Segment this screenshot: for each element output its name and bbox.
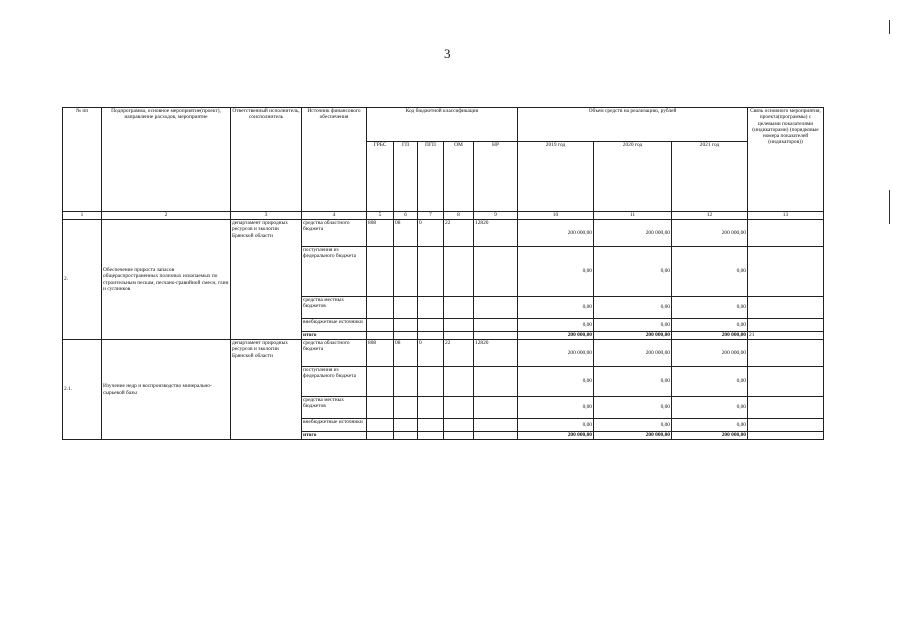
- header-pgp: ПГП: [418, 142, 444, 212]
- code-nr: [474, 332, 518, 340]
- header-year-2021: 2021 год: [672, 142, 748, 212]
- indicator-link: 21: [748, 332, 824, 340]
- amount-2021: 0,00: [672, 397, 748, 419]
- amount-2019: 0,00: [518, 397, 594, 419]
- col-number: 6: [394, 212, 418, 220]
- amount-2019: 200 000,00: [518, 220, 594, 247]
- code-om: 22: [444, 340, 474, 367]
- code-grbs: 808: [367, 340, 394, 367]
- code-om: [444, 432, 474, 440]
- code-gp: 08: [394, 340, 418, 367]
- amount-2021: 200 000,00: [672, 220, 748, 247]
- funding-source: поступления из федерального бюджета: [302, 247, 367, 297]
- amount-2020: 200 000,00: [594, 220, 672, 247]
- col-number: 11: [594, 212, 672, 220]
- header-gp: ГП: [394, 142, 418, 212]
- block-number: 2.1.: [63, 340, 102, 440]
- budget-table: [62, 107, 824, 440]
- header-year-2019: 2019 год: [518, 142, 594, 212]
- indicator-link: [748, 367, 824, 397]
- code-grbs: 808: [367, 220, 394, 247]
- code-gp: 08: [394, 220, 418, 247]
- amount-2019: 0,00: [518, 367, 594, 397]
- amount-2019: 0,00: [518, 247, 594, 297]
- col-number: 2: [102, 212, 231, 220]
- indicator-link: [748, 297, 824, 319]
- amount-2021: 200 000,00: [672, 432, 748, 440]
- table-row: [63, 340, 824, 367]
- indicator-link: [748, 397, 824, 419]
- amount-2020: 0,00: [594, 397, 672, 419]
- amount-2021: 0,00: [672, 419, 748, 432]
- amount-2020: 0,00: [594, 419, 672, 432]
- code-pgp: [418, 319, 444, 332]
- col-number: 5: [367, 212, 394, 220]
- amount-2020: 0,00: [594, 319, 672, 332]
- funding-source: средства областного бюджета: [302, 220, 367, 247]
- code-om: [444, 367, 474, 397]
- header-year-2020: 2020 год: [594, 142, 672, 212]
- amount-2019: 0,00: [518, 419, 594, 432]
- header-executor: Ответственный исполнитель, соисполнитель: [231, 108, 302, 212]
- funding-source: итого: [302, 432, 367, 440]
- block-name: Обеспечение прироста запасов общераспространенных полезных ископаемых по строительным пескам, песчано-гравийной смеси, глин и суглинков: [102, 220, 231, 340]
- block-number: 2.: [63, 220, 102, 340]
- amount-2019: 0,00: [518, 319, 594, 332]
- header-budget-code: Код бюджетной классификации: [367, 108, 518, 142]
- code-grbs: [367, 367, 394, 397]
- code-om: [444, 247, 474, 297]
- header-name: Подпрограмма, основное мероприятие(проект), направление расходов, мероприятие: [102, 108, 231, 212]
- code-nr: 12820: [474, 220, 518, 247]
- code-pgp: [418, 332, 444, 340]
- amount-2021: 0,00: [672, 319, 748, 332]
- header-row: [63, 108, 824, 142]
- code-gp: [394, 419, 418, 432]
- amount-2020: 200 000,00: [594, 340, 672, 367]
- code-nr: [474, 432, 518, 440]
- amount-2020: 0,00: [594, 247, 672, 297]
- header-volume: Объем средств на реализацию, рублей: [518, 108, 748, 142]
- scan-edge-mark: [889, 20, 890, 34]
- amount-2019: 200 000,00: [518, 340, 594, 367]
- code-grbs: [367, 419, 394, 432]
- indicator-link: [748, 340, 824, 367]
- indicator-link: [748, 419, 824, 432]
- code-pgp: 0: [418, 220, 444, 247]
- amount-2020: 200 000,00: [594, 432, 672, 440]
- code-pgp: [418, 247, 444, 297]
- header-grbs: ГРБС: [367, 142, 394, 212]
- funding-source: средства областного бюджета: [302, 340, 367, 367]
- code-nr: [474, 247, 518, 297]
- code-om: [444, 297, 474, 319]
- code-nr: [474, 367, 518, 397]
- header-om: ОМ: [444, 142, 474, 212]
- col-number: 12: [672, 212, 748, 220]
- indicator-link: [748, 220, 824, 247]
- code-om: 22: [444, 220, 474, 247]
- code-om: [444, 419, 474, 432]
- table-row: [63, 220, 824, 247]
- header-nr: НР: [474, 142, 518, 212]
- funding-source: внебюджетные источники: [302, 319, 367, 332]
- amount-2019: 200 000,00: [518, 432, 594, 440]
- code-om: [444, 319, 474, 332]
- amount-2021: 0,00: [672, 247, 748, 297]
- funding-source: итого: [302, 332, 367, 340]
- amount-2021: 200 000,00: [672, 332, 748, 340]
- code-gp: [394, 432, 418, 440]
- amount-2020: 0,00: [594, 367, 672, 397]
- code-grbs: [367, 397, 394, 419]
- code-pgp: [418, 297, 444, 319]
- header-no: № пп: [63, 108, 102, 212]
- code-gp: [394, 332, 418, 340]
- indicator-link: [748, 432, 824, 440]
- amount-2020: 200 000,00: [594, 332, 672, 340]
- code-pgp: [418, 432, 444, 440]
- amount-2021: 200 000,00: [672, 340, 748, 367]
- block-executor: департамент природных ресурсов и экологии Брянской области: [231, 340, 302, 440]
- amount-2020: 0,00: [594, 297, 672, 319]
- funding-source: внебюджетные источники: [302, 419, 367, 432]
- code-grbs: [367, 319, 394, 332]
- scan-edge-mark: [889, 190, 890, 224]
- code-gp: [394, 319, 418, 332]
- code-grbs: [367, 432, 394, 440]
- code-nr: [474, 319, 518, 332]
- col-number: 8: [444, 212, 474, 220]
- amount-2019: 200 000,00: [518, 332, 594, 340]
- code-nr: [474, 397, 518, 419]
- code-gp: [394, 367, 418, 397]
- code-om: [444, 397, 474, 419]
- code-grbs: [367, 297, 394, 319]
- col-number: 13: [748, 212, 824, 220]
- funding-source: средства местных бюджетов: [302, 297, 367, 319]
- code-nr: 12820: [474, 340, 518, 367]
- col-number: 9: [474, 212, 518, 220]
- amount-2019: 0,00: [518, 297, 594, 319]
- page-number: 3: [444, 46, 451, 61]
- column-number-row: [63, 212, 824, 220]
- indicator-link: [748, 319, 824, 332]
- header-source: Источник финансового обеспечения: [302, 108, 367, 212]
- code-grbs: [367, 332, 394, 340]
- indicator-link: [748, 247, 824, 297]
- code-gp: [394, 397, 418, 419]
- amount-2021: 0,00: [672, 367, 748, 397]
- amount-2021: 0,00: [672, 297, 748, 319]
- code-grbs: [367, 247, 394, 297]
- block-executor: департамент природных ресурсов и экологии Брянской области: [231, 220, 302, 340]
- funding-source: средства местных бюджетов: [302, 397, 367, 419]
- col-number: 3: [231, 212, 302, 220]
- code-pgp: [418, 419, 444, 432]
- col-number: 1: [63, 212, 102, 220]
- code-om: [444, 332, 474, 340]
- funding-source: поступления из федерального бюджета: [302, 367, 367, 397]
- col-number: 7: [418, 212, 444, 220]
- col-number: 4: [302, 212, 367, 220]
- col-number: 10: [518, 212, 594, 220]
- code-pgp: [418, 367, 444, 397]
- block-name: Изучение недр и воспроизводство минерально-сырьевой базы: [102, 340, 231, 440]
- header-link: Связь основного мероприятия, проекта(программы) с целевыми показателями (индикаторами) (порядковые номера показателей (индикаторов)): [748, 108, 824, 212]
- code-nr: [474, 297, 518, 319]
- code-pgp: 0: [418, 340, 444, 367]
- code-gp: [394, 297, 418, 319]
- code-gp: [394, 247, 418, 297]
- code-nr: [474, 419, 518, 432]
- code-pgp: [418, 397, 444, 419]
